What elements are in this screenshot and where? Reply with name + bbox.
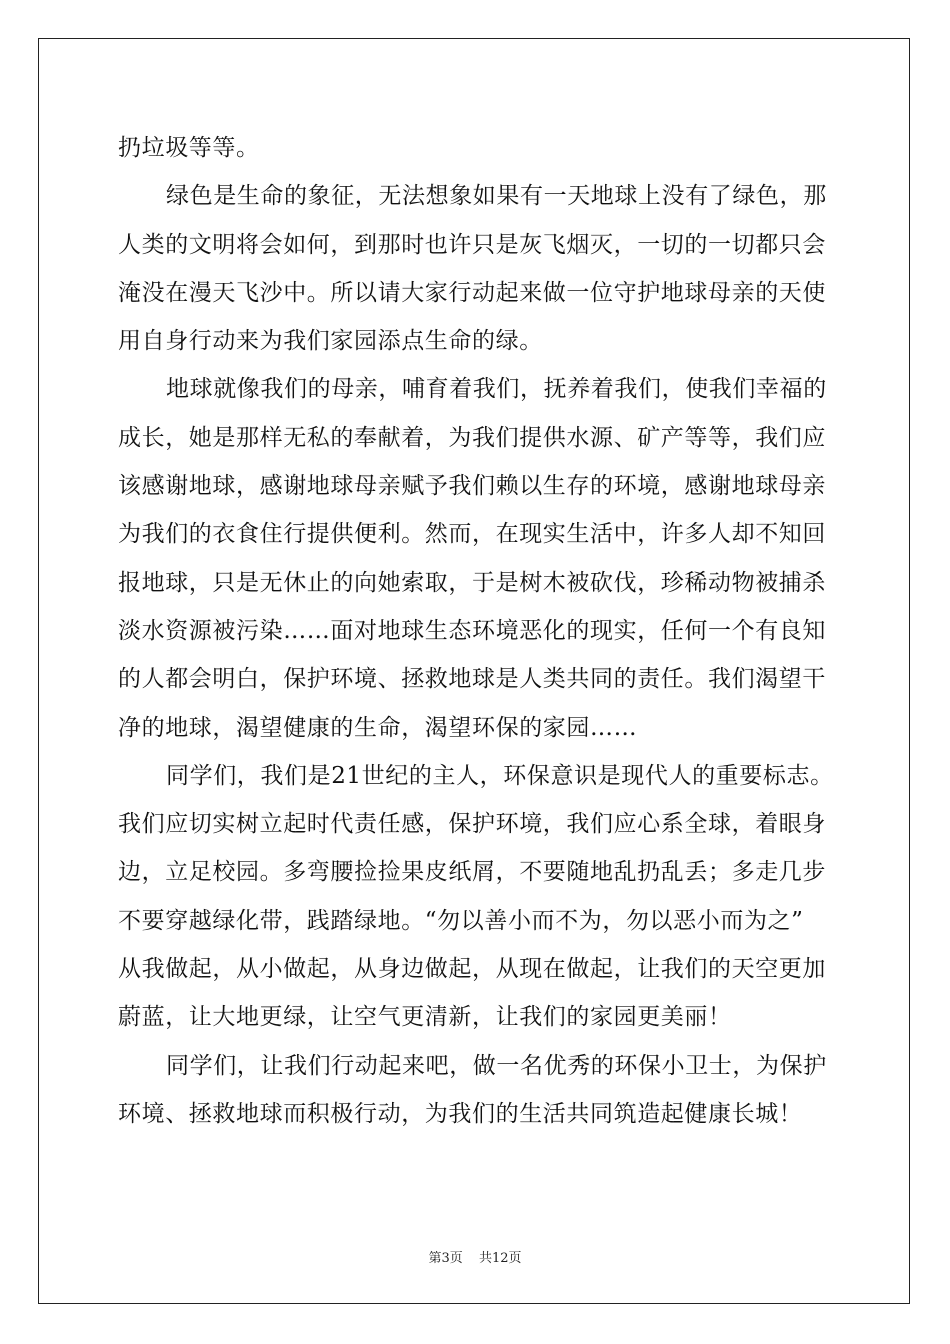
text-line: 用自身行动来为我们家园添点生命的绿。 <box>118 328 543 355</box>
text-line: 人类的文明将会如何，到那时也许只是灰飞烟灭，一切的一切都只会 <box>118 231 826 258</box>
text-line: 环境、拯救地球而积极行动，为我们的生活共同筑造起健康长城！ <box>118 1100 803 1127</box>
text-line: 净的地球，渴望健康的生命，渴望环保的家园…… <box>118 714 638 741</box>
page-footer <box>0 1247 950 1266</box>
text-line: 淡水资源被污染……面对地球生态环境恶化的现实，任何一个有良知 <box>118 617 826 644</box>
paragraph-first-line: 同学们，让我们行动起来吧，做一名优秀的环保小卫士，为保护 <box>166 1052 827 1079</box>
paragraph-first-line: 地球就像我们的母亲，哺育着我们，抚养着我们，使我们幸福的 <box>166 376 827 403</box>
paragraph-first-line: 同学们，我们是21世纪的主人，环保意识是现代人的重要标志。 <box>166 762 834 789</box>
text-line: 为我们的衣食住行提供便利。然而，在现实生活中，许多人却不知回 <box>118 521 826 548</box>
text-line: 我们应切实树立起时代责任感，保护环境，我们应心系全球，着眼身 <box>118 811 826 838</box>
text-line: 扔垃圾等等。 <box>118 135 260 161</box>
document-body <box>118 124 838 1138</box>
paragraph-first-line: 绿色是生命的象征，无法想象如果有一天地球上没有了绿色，那 <box>166 183 827 210</box>
page-number: 第3页 <box>428 1251 463 1266</box>
text-line: 该感谢地球，感谢地球母亲赋予我们赖以生存的环境，感谢地球母亲 <box>118 473 826 500</box>
text-line: 淹没在漫天飞沙中。所以请大家行动起来做一位守护地球母亲的天使 <box>118 279 826 306</box>
page-total: 共12页 <box>478 1251 522 1266</box>
text-line: 成长，她是那样无私的奉献着，为我们提供水源、矿产等等，我们应 <box>118 424 826 451</box>
text-line: 不要穿越绿化带，践踏绿地。“勿以善小而不为，勿以恶小而为之” <box>118 907 804 934</box>
text-line: 蔚蓝，让大地更绿，让空气更清新，让我们的家园更美丽！ <box>118 1004 732 1031</box>
text-line: 报地球，只是无休止的向她索取，于是树木被砍伐，珍稀动物被捕杀 <box>118 569 826 596</box>
text-line: 边，立足校园。多弯腰捡捡果皮纸屑，不要随地乱扔乱丢；多走几步 <box>118 859 826 886</box>
text-line: 从我做起，从小做起，从身边做起，从现在做起，让我们的天空更加 <box>118 956 826 983</box>
text-line: 的人都会明白，保护环境、拯救地球是人类共同的责任。我们渴望干 <box>118 666 826 693</box>
